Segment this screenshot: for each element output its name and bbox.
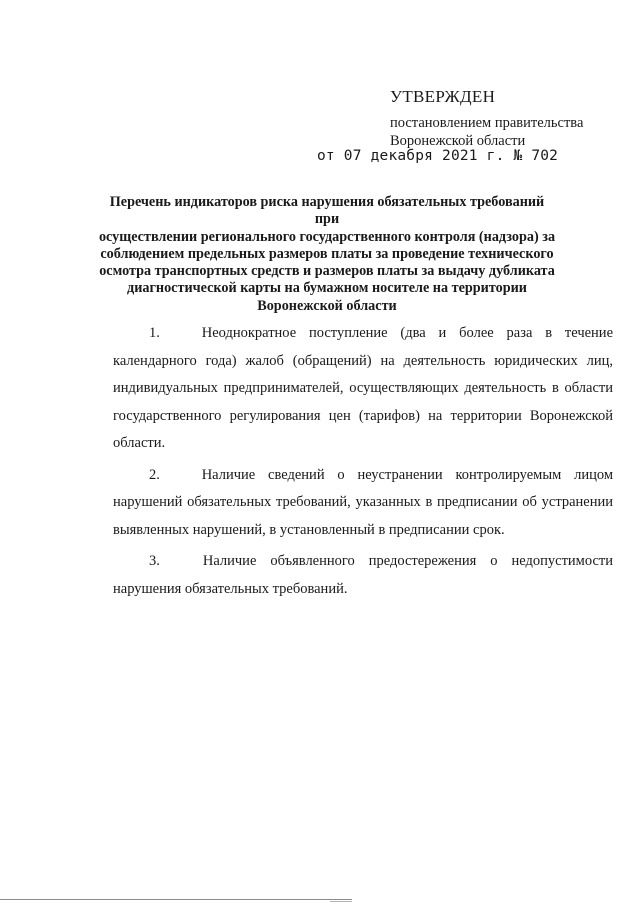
heading-line-2: осуществлении регионального государственного контроля (надзора) за	[98, 228, 556, 245]
item-number: 3.	[149, 553, 160, 569]
list-item	[113, 548, 613, 603]
approval-line-1: постановлением правительства	[390, 115, 584, 131]
item-number: 2.	[149, 466, 160, 483]
item-number: 1.	[149, 325, 160, 341]
approval-title: УТВЕРЖДЕН	[390, 87, 496, 106]
heading-line-1: Перечень индикаторов риска нарушения обязательных требований при	[109, 194, 545, 228]
heading-line-6: Воронежской области	[257, 297, 397, 314]
approval-line-2: Воронежской области	[390, 133, 526, 149]
item-text: Неоднократное поступление (два и более раза в течение календарного года) жалоб (обращений) на деятельность юридических лиц, индивидуальных предпринимателей, осуществляющих деятельность в области государственного регулирования цен (тарифов) на территории Воронежской области.	[113, 325, 614, 451]
approval-stamp	[390, 86, 630, 150]
heading-line-3: соблюдением предельных размеров платы за проведение технического	[100, 245, 554, 262]
item-text: Наличие сведений о неустранении контролируемым лицом нарушений обязательных требований, указанных в предписании об устранении выявленных нарушений, в установленный в предписании срок.	[113, 466, 614, 538]
list-item	[113, 462, 613, 545]
list-item	[113, 320, 613, 458]
document-heading	[96, 194, 558, 315]
decree-number: от 07 декабря 2021 г. № 702	[317, 148, 559, 164]
indicator-list	[113, 320, 613, 607]
heading-line-4: осмотра транспортных средств и размеров платы за выдачу дубликата	[99, 263, 555, 280]
heading-line-5: диагностической карты на бумажном носителе на территории	[127, 280, 527, 297]
footer-divider-fragment	[330, 901, 352, 902]
footer-divider	[0, 899, 352, 900]
item-text: Наличие объявленного предостережения о недопустимости нарушения обязательных требований.	[113, 553, 614, 597]
